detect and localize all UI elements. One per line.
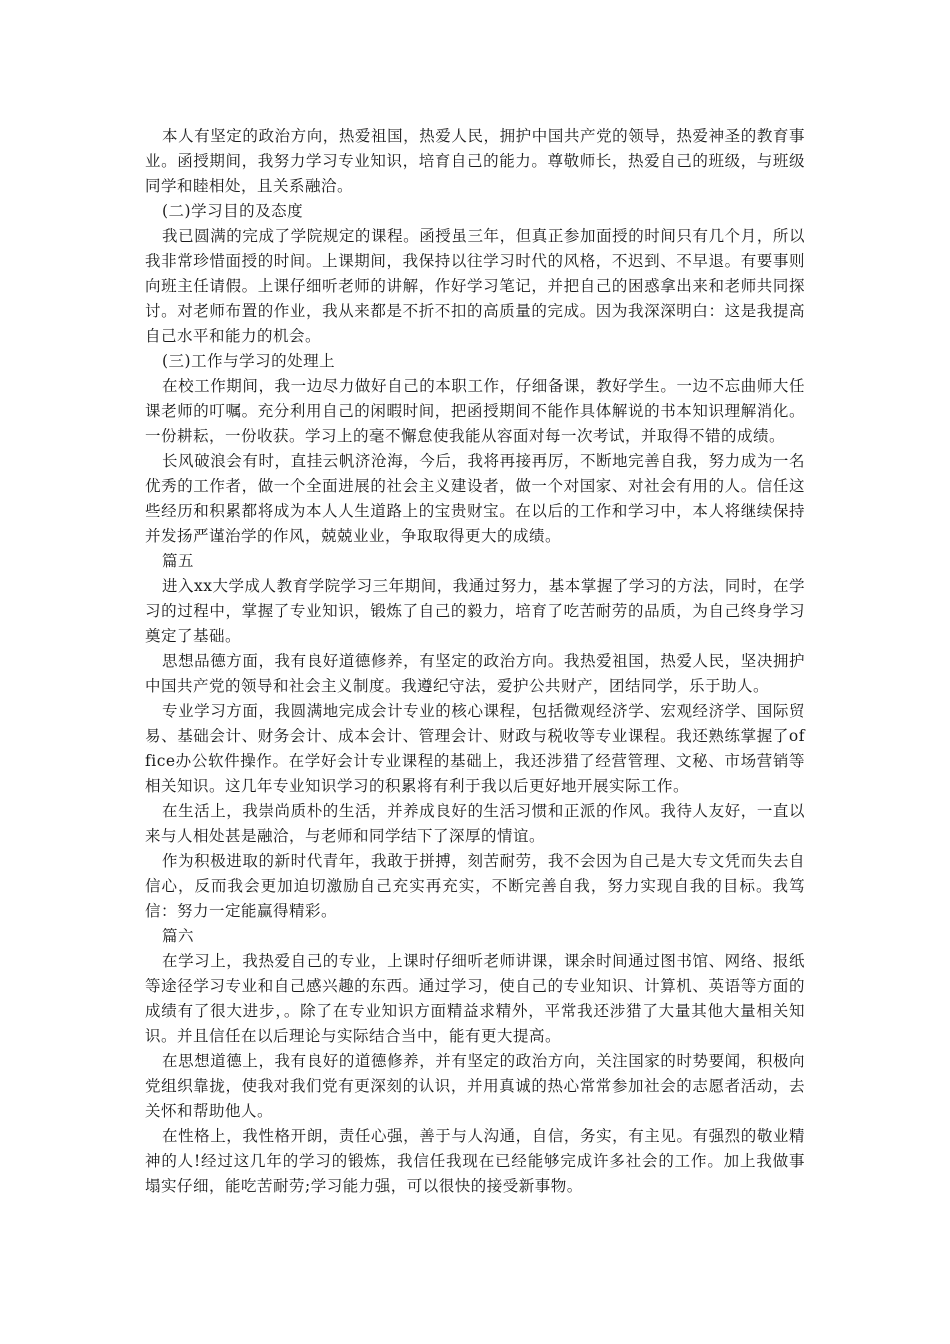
paragraph-school-work: 在校工作期间，我一边尽力做好自己的本职工作，仔细备课，教好学生。一边不忘曲师大任课老师的叮嘱。充分利用自己的闲暇时间，把函授期间不能作具体解说的书本知识理解消化。一份耕耘，一份收获。学习上的毫不懈怠使我能从容面对每一次考试，并取得不错的成绩。 — [145, 377, 805, 445]
heading-work-and-study: (三)工作与学习的处理上 — [162, 352, 336, 370]
paragraph-political-direction: 本人有坚定的政治方向，热爱祖国，热爱人民，拥护中国共产党的领导，热爱神圣的教育事业。函授期间，我努力学习专业知识，培育自己的能力。尊敬师长，热爱自己的班级，与班级同学和睦相处，且关系融洽。 — [145, 127, 805, 195]
heading-study-purpose: (二)学习目的及态度 — [162, 202, 304, 220]
paragraph-personality: 在性格上，我性格开朗，责任心强，善于与人沟通，自信，务实，有主见。有强烈的敬业精神的人!经过这几年的学习的锻炼，我信任我现在已经能够完成许多社会的工作。加上我做事塌实仔细，能吃苦耐劳;学习能力强，可以很快的接受新事物。 — [145, 1127, 805, 1195]
heading-part-five: 篇五 — [162, 552, 195, 570]
paragraph-future-goals: 长风破浪会有时，直挂云帆济沧海，今后，我将再接再厉，不断地完善自我，努力成为一名优秀的工作者，做一个全面进展的社会主义建设者，做一个对国家、对社会有用的人。信任这些经历和积累都将成为本人人生道路上的宝贵财宝。在以后的工作和学习中，本人将继续保持并发扬严谨治学的作风，兢兢业业，争取取得更大的成绩。 — [145, 452, 805, 545]
paragraph-completed-courses: 我已圆满的完成了学院规定的课程。函授虽三年，但真正参加面授的时间只有几个月，所以我非常珍惜面授的时间。上课期间，我保持以往学习时代的风格，不迟到、不早退。有要事则向班主任请假。上课仔细听老师的讲解，作好学习笔记，并把自己的困惑拿出来和老师共同探讨。对老师布置的作业，我从来都是不折不扣的高质量的完成。因为我深深明白：这是我提高自己水平和能力的机会。 — [145, 227, 805, 345]
paragraph-professional-study: 专业学习方面，我圆满地完成会计专业的核心课程，包括微观经济学、宏观经济学、国际贸易、基础会计、财务会计、成本会计、管理会计、财政与税收等专业课程。我还熟练掌握了office办公软件操作。在学好会计专业课程的基础上，我还涉猎了经营管理、文秘、市场营销等相关知识。这几年专业知识学习的积累将有利于我以后更好地开展实际工作。 — [145, 702, 805, 795]
paragraph-life-style: 在生活上，我崇尚质朴的生活，并养成良好的生活习惯和正派的作风。我待人友好，一直以来与人相处甚是融洽，与老师和同学结下了深厚的情谊。 — [145, 802, 805, 845]
heading-part-six: 篇六 — [162, 927, 195, 945]
paragraph-adult-education: 进入xx大学成人教育学院学习三年期间，我通过努力，基本掌握了学习的方法，同时，在学习的过程中，掌握了专业知识，锻炼了自己的毅力，培育了吃苦耐劳的品质，为自己终身学习奠定了基础。 — [145, 577, 805, 645]
document-body — [145, 124, 805, 1199]
paragraph-ethics: 在思想道德上，我有良好的道德修养，并有坚定的政治方向，关注国家的时势要闻，积极向党组织靠拢，使我对我们党有更深刻的认识，并用真诚的热心常常参加社会的志愿者活动，去关怀和帮助他人。 — [145, 1052, 805, 1120]
paragraph-study-habits: 在学习上，我热爱自己的专业，上课时仔细听老师讲课，课余时间通过图书馆、网络、报纸等途径学习专业和自己感兴趣的东西。通过学习，使自己的专业知识、计算机、英语等方面的成绩有了很大进步，。除了在专业知识方面精益求精外，平常我还涉猎了大量其他大量相关知识。并且信任在以后理论与实际结合当中，能有更大提高。 — [145, 952, 805, 1045]
paragraph-moral-character: 思想品德方面，我有良好道德修养，有坚定的政治方向。我热爱祖国，热爱人民，坚决拥护中国共产党的领导和社会主义制度。我遵纪守法，爱护公共财产，团结同学，乐于助人。 — [145, 652, 805, 695]
paragraph-new-youth: 作为积极进取的新时代青年，我敢于拼搏，刻苦耐劳，我不会因为自己是大专文凭而失去自信心，反而我会更加迫切激励自己充实再充实，不断完善自我，努力实现自我的目标。我笃信：努力一定能赢得精彩。 — [145, 852, 805, 920]
